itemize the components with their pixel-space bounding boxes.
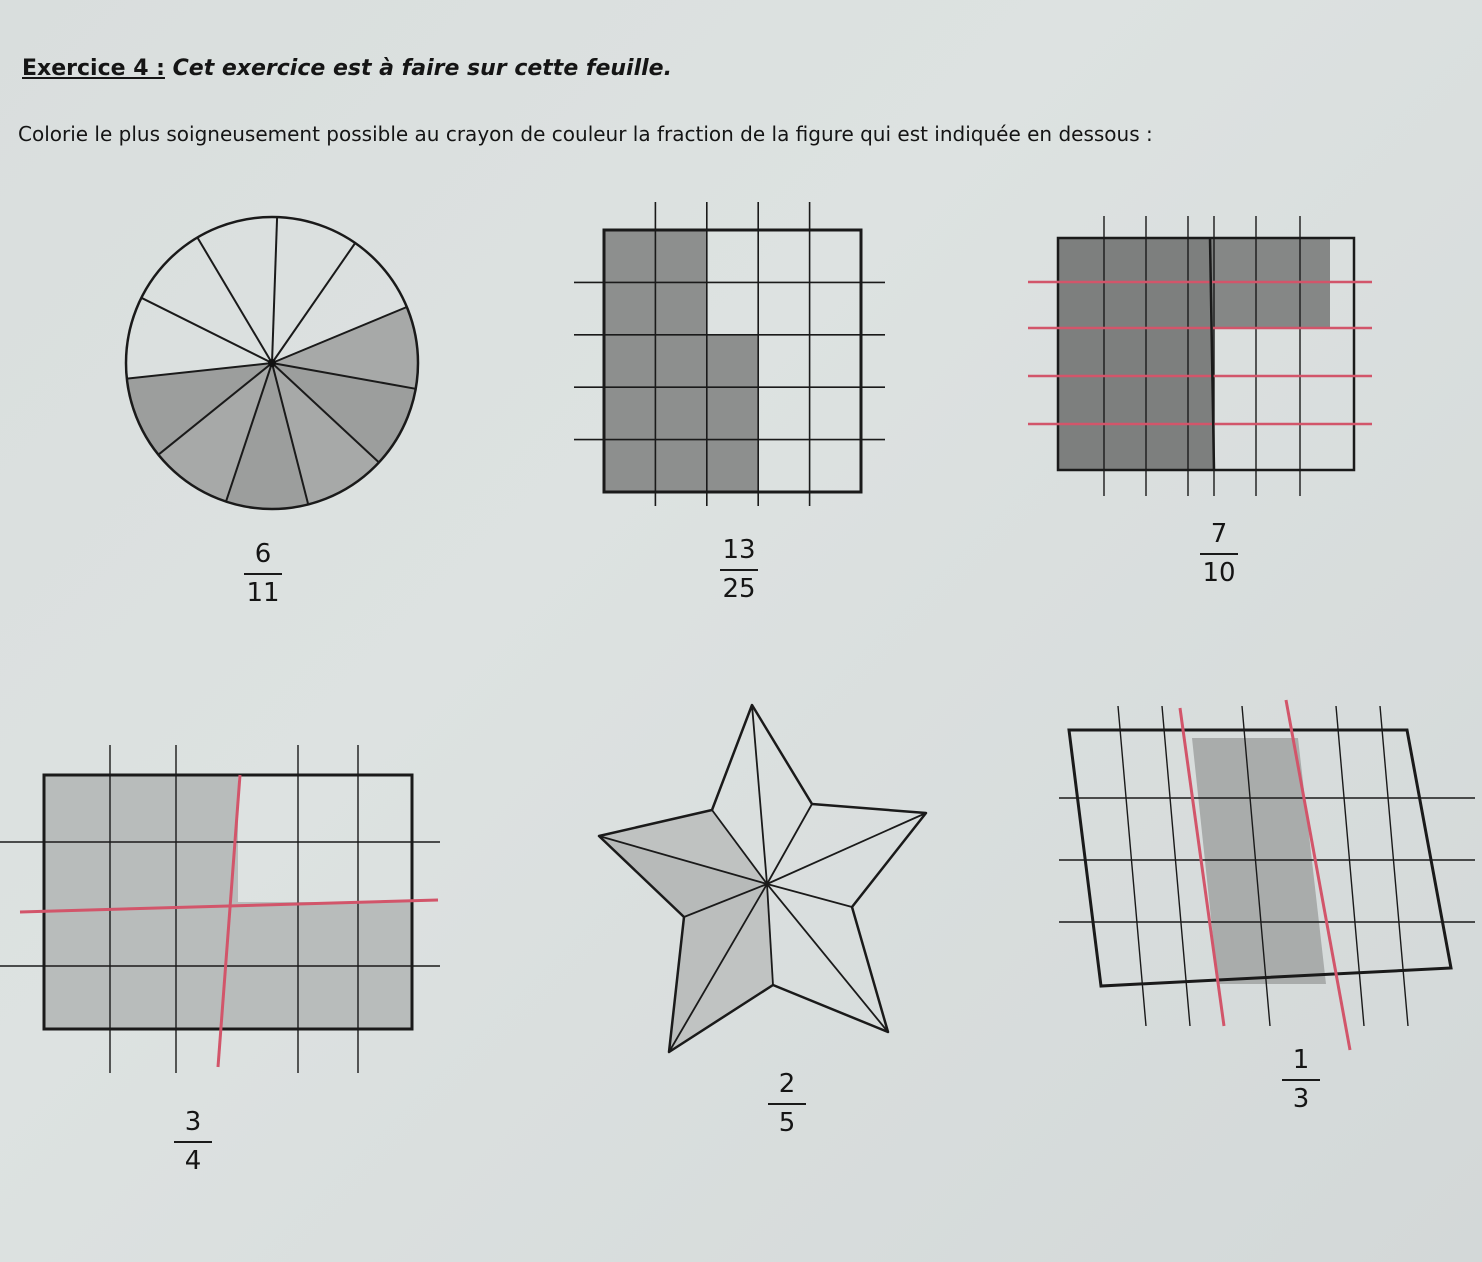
shaded-area	[1058, 238, 1214, 470]
fraction-bar	[720, 569, 758, 571]
shaded-cell	[655, 387, 706, 439]
figure-square-grid	[574, 202, 885, 506]
shaded-cell	[604, 335, 655, 387]
denominator: 5	[778, 1107, 796, 1138]
numerator: 7	[1210, 519, 1228, 549]
shaded-area	[44, 775, 238, 1029]
shaded-cell	[707, 335, 758, 387]
fraction-label-disc	[244, 540, 282, 607]
shaded-cell	[604, 282, 655, 334]
fraction-bar	[768, 1103, 806, 1105]
fraction-bar	[244, 573, 282, 575]
numerator: 6	[254, 539, 272, 569]
numerator: 2	[778, 1069, 796, 1099]
rect-tenths-shaded-cells	[1058, 238, 1330, 470]
denominator: 10	[1202, 557, 1236, 588]
figure-star	[599, 705, 926, 1052]
shaded-cell	[604, 230, 655, 282]
fraction-bar	[174, 1141, 212, 1143]
exercise-instruction-title: Cet exercice est à faire sur cette feuille.	[172, 56, 672, 81]
numerator: 3	[184, 1107, 202, 1137]
figure-rect-quarters	[0, 745, 440, 1073]
exercise-instruction: Colorie le plus soigneusement possible au crayon de couleur la fraction de la figure qui est indiquée en dessous :	[18, 122, 1153, 146]
denominator: 11	[246, 577, 280, 608]
shaded-cell	[655, 440, 706, 492]
shaded-cell	[707, 440, 758, 492]
figure-disc	[126, 217, 418, 509]
denominator: 3	[1292, 1083, 1310, 1114]
fraction-label-rect-quarters	[174, 1108, 212, 1175]
fraction-label-square-grid	[720, 536, 758, 603]
figure-rect-thirds	[1059, 700, 1475, 1050]
shaded-cell	[655, 335, 706, 387]
fraction-label-star	[768, 1070, 806, 1137]
fraction-bar	[1200, 553, 1238, 555]
denominator: 4	[184, 1145, 202, 1176]
shaded-cell	[604, 440, 655, 492]
disc-divider	[272, 217, 277, 363]
figure-rect-tenths	[1028, 216, 1372, 496]
fraction-bar	[1282, 1079, 1320, 1081]
fraction-label-rect-thirds	[1282, 1046, 1320, 1113]
shaded-cell	[707, 387, 758, 439]
numerator: 1	[1292, 1045, 1310, 1075]
denominator: 25	[722, 573, 756, 604]
grid-line	[1380, 706, 1408, 1026]
shaded-cell	[604, 387, 655, 439]
exercise-label: Exercice 4 :	[22, 56, 165, 81]
square-grid-shaded-cells	[604, 230, 758, 492]
shaded-cell	[655, 282, 706, 334]
grid-line	[1118, 706, 1146, 1026]
grid-line	[1336, 706, 1364, 1026]
numerator: 13	[722, 535, 756, 565]
shaded-cell	[655, 230, 706, 282]
disc-center	[268, 359, 276, 367]
fraction-label-rect-tenths	[1200, 520, 1238, 587]
